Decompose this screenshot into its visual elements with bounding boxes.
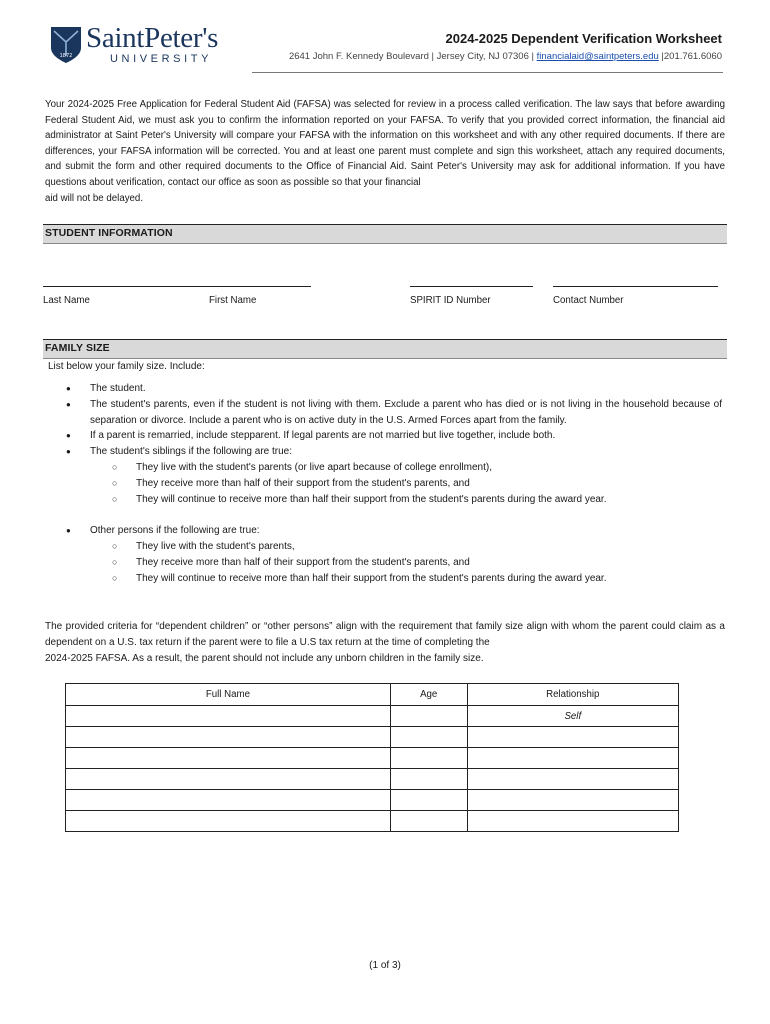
age-cell[interactable] [390,706,467,727]
table-header-row [66,684,679,706]
list-item: ● The student. [66,381,722,397]
sub-list-item: ○ They receive more than half of their support from the student's parents, and [66,555,722,571]
first-name-label: First Name [209,295,257,306]
spirit-id-entry-line[interactable] [410,286,533,287]
full-name-cell[interactable] [66,790,391,811]
full-name-cell[interactable] [66,769,391,790]
sub-list-item: ○ They receive more than half of their support from the student's parents, and [66,476,722,492]
criteria-last-line: 2024-2025 FAFSA. As a result, the parent should not include any unborn children in the family size. [45,653,484,664]
table-row [66,790,679,811]
list-item: ● The student's siblings if the following are true: [66,444,722,460]
last-name-label: Last Name [43,295,90,306]
university-shield-icon [50,26,82,64]
address-text: 2641 John F. Kennedy Boulevard | Jersey City, NJ 07306 | [288,51,534,62]
criteria-body: The provided criteria for “dependent children” or “other persons” align with the requirement that family size align with whom the parent could claim as a dependent on a U.S. tax return if the parent were to file a U.S tax return at the time of completing the [45,621,725,648]
age-cell[interactable] [390,748,467,769]
intro-last-line: aid will not be delayed. [45,192,144,204]
age-cell[interactable] [390,811,467,832]
email-link[interactable]: financialaid@saintpeters.edu [536,51,659,62]
page-title: 2024-2025 Dependent Verification Worksheet [445,31,722,46]
list-item: ● Other persons if the following are true: [66,523,722,539]
university-logo-sub: UNIVERSITY [110,53,213,65]
svg-text:1872: 1872 [59,53,73,59]
page-number: (1 of 3) [369,960,401,971]
contact-address [289,51,722,62]
table-row [66,727,679,748]
table-row [66,811,679,832]
phone-text: |201.761.6060 [661,51,722,62]
university-logo-name: SaintPeter's [86,22,219,54]
age-cell[interactable] [390,769,467,790]
student-info-header [43,224,727,244]
relationship-cell: Self [467,706,678,727]
spirit-id-label: SPIRIT ID Number [410,295,491,306]
name-entry-line[interactable] [43,286,311,287]
criteria-paragraph [45,619,725,667]
relationship-cell[interactable] [467,811,678,832]
table-row [66,706,679,727]
relationship-cell[interactable] [467,769,678,790]
family-size-intro: List below your family size. Include: [48,361,205,372]
intro-body: Your 2024-2025 Free Application for Federal Student Aid (FAFSA) was selected for review in a process called verification. The law says that before awarding Federal Student Aid, we must ask you to confirm the information reported on your FAFSA. To verify that you provided correct information, the financial aid administrator at Saint Peter's University will compare your FAFSA with the information on this worksheet and with any other required documents. If there are differences, your FAFSA information will be corrected. You and at least one parent must complete and sign this worksheet, attach any required documents, and submit the form and other required documents to the Office of Financial Aid. Saint Peter's University may ask for additional information. If you have questions about verification, contact our office as soon as possible so that your financial [45,99,725,188]
relationship-cell[interactable] [467,748,678,769]
intro-paragraph [45,97,725,206]
student-info-heading: STUDENT INFORMATION [45,227,173,239]
relationship-cell[interactable] [467,727,678,748]
list-item: ● If a parent is remarried, include stepparent. If legal parents are not married but live together, include both. [66,428,722,444]
family-size-heading: FAMILY SIZE [45,342,110,354]
family-members-table [65,683,679,832]
age-cell[interactable] [390,727,467,748]
col-age: Age [390,684,467,706]
col-full-name: Full Name [66,684,391,706]
age-cell[interactable] [390,790,467,811]
sub-list-item: ○ They will continue to receive more than half their support from the student's parents during the award year. [66,492,722,508]
header-divider [252,72,723,73]
contact-entry-line[interactable] [553,286,718,287]
family-size-header [43,339,727,359]
contact-number-label: Contact Number [553,295,624,306]
list-item: ● The student's parents, even if the student is not living with them. Exclude a parent who has died or is not living in the household because of separation or divorce. Include a parent who is on active duty in the U.S. Armed Forces apart from the family. [66,397,722,429]
full-name-cell[interactable] [66,706,391,727]
full-name-cell[interactable] [66,811,391,832]
sub-list-item: ○ They live with the student's parents, [66,539,722,555]
sub-list-item: ○ They live with the student's parents (or live apart because of college enrollment), [66,460,722,476]
sub-list-item: ○ They will continue to receive more than half their support from the student's parents during the award year. [66,571,722,587]
relationship-cell[interactable] [467,790,678,811]
table-row [66,748,679,769]
table-row [66,769,679,790]
family-size-criteria-list [66,381,722,587]
full-name-cell[interactable] [66,748,391,769]
full-name-cell[interactable] [66,727,391,748]
col-relationship: Relationship [467,684,678,706]
